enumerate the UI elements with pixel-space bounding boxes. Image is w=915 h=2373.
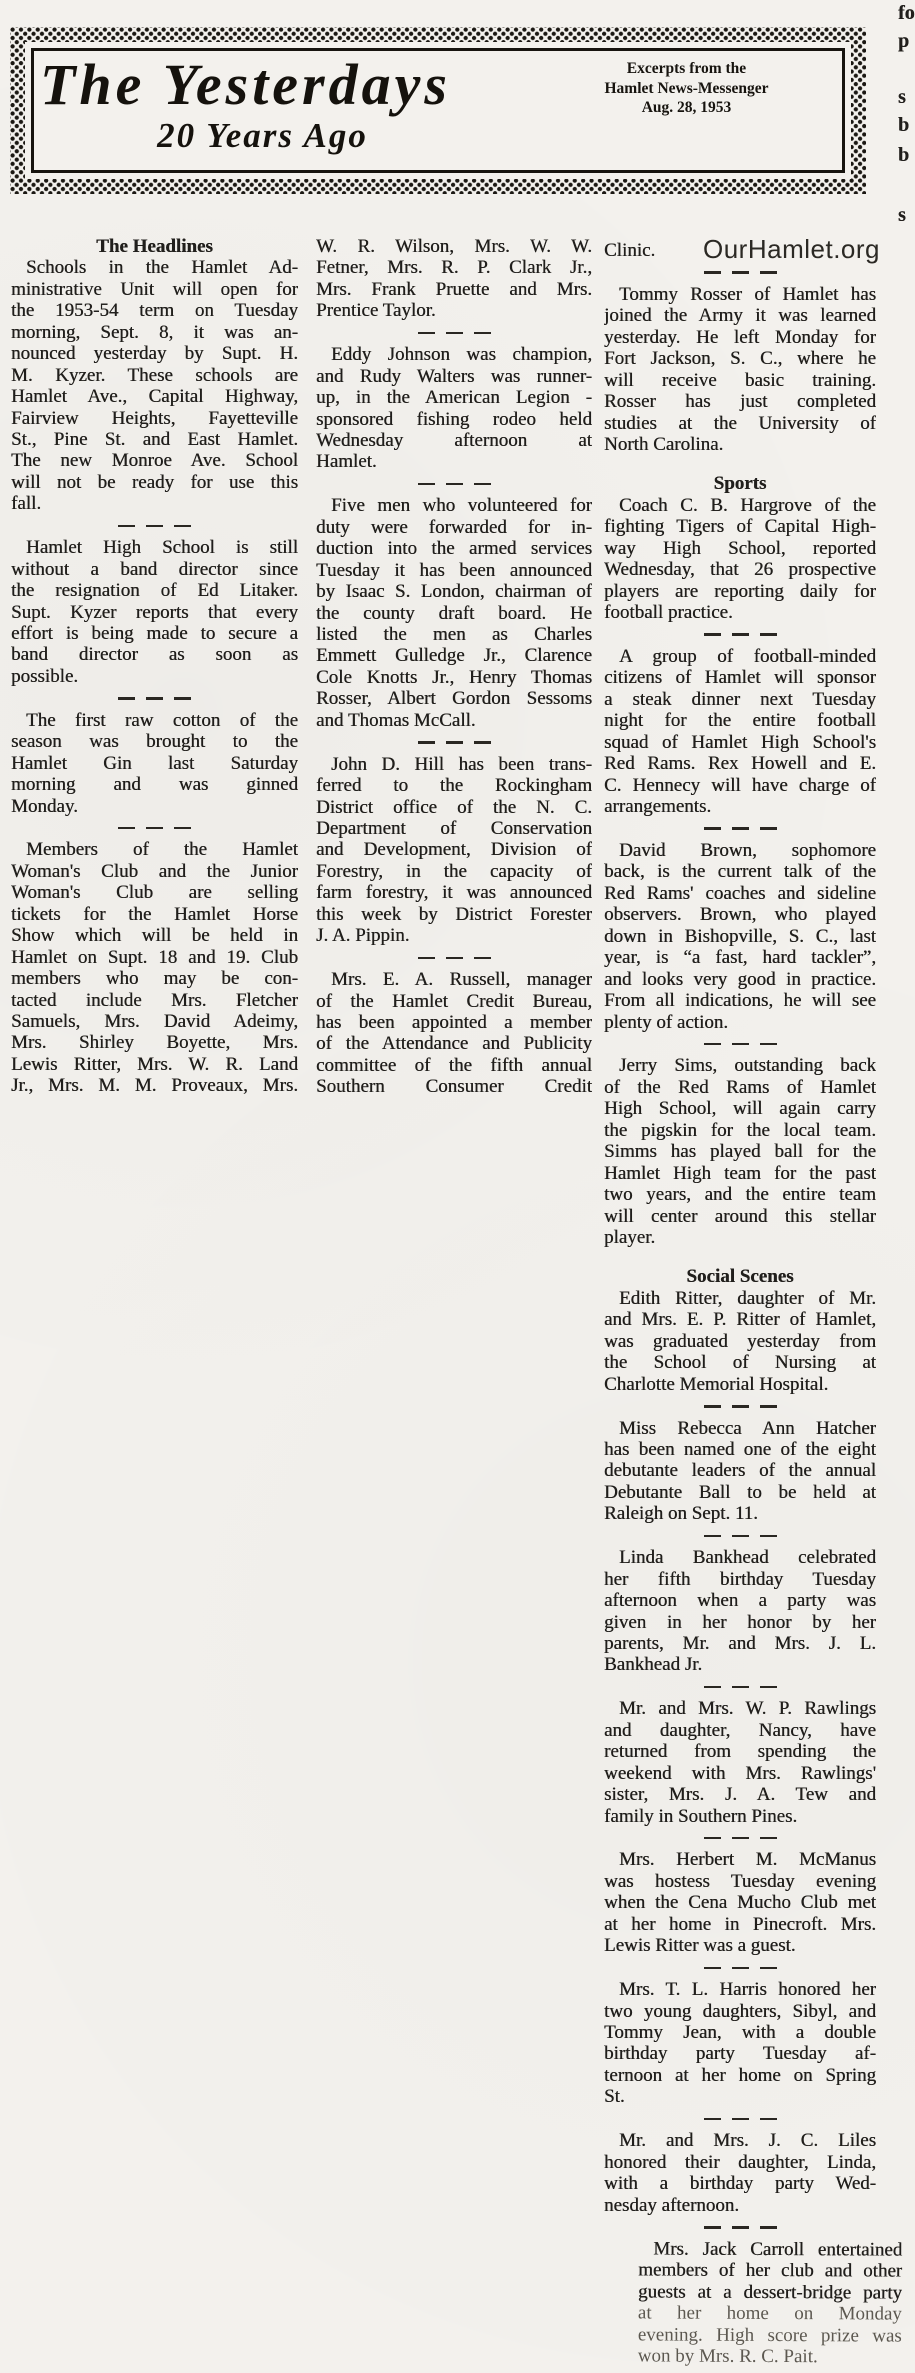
text-line: sister, Mrs. J. A. Tew and [604,1784,876,1806]
item-divider [316,731,592,754]
item-divider [604,261,876,284]
section-heading: The Headlines [96,236,213,257]
text-line: will not be ready for use this [11,471,298,493]
text-line: and Mrs. E. P. Ritter of Hamlet, [604,1309,876,1331]
divider-dash [146,697,163,700]
text-line: at her home on Monday [637,2302,902,2325]
text-line: fighting Tigers of Capital High- [604,516,876,538]
text-line: Woman's Club are selling [11,882,298,904]
text-line: has been named one of the eight [604,1438,876,1460]
text-line: family in Southern Pines. [604,1805,798,1827]
divider-dash [760,1837,777,1840]
news-item-paragraph [316,754,592,947]
cut-off-text-fragment: b [898,114,910,136]
cut-off-text-fragment: b [898,144,910,166]
item-divider [604,1033,876,1056]
cut-off-text-fragment: s [898,204,906,226]
text-line: Show which will be held in [11,925,298,947]
text-line: Hamlet High School is still [26,537,298,559]
text-line: Lewis Ritter, Mrs. W. R. Land [11,1053,298,1075]
text-line: John D. Hill has been trans- [331,753,592,775]
text-line: sponsored fishing rodeo held [316,408,592,430]
text-line: Southern Consumer Credit [316,1076,592,1098]
divider-dash [174,827,191,830]
text-line: and Rudy Walters was runner- [316,365,592,387]
text-line: Members of the Hamlet [26,839,298,861]
news-item-paragraph [11,257,298,514]
text-line: ternoon at her home on Spring [604,2064,876,2086]
text-line: Linda Bankhead celebrated [619,1547,876,1569]
divider-dash [474,741,491,744]
text-line: The first raw cotton of the [26,709,298,731]
divider-dash [474,483,491,486]
text-line: Lewis Ritter was a guest. [604,1935,796,1957]
divider-dash [732,271,749,274]
news-item-paragraph [604,1979,876,2108]
text-line: members of her club and other [638,2259,903,2282]
divider-dash [704,271,721,274]
text-line: Schools in the Hamlet Ad- [26,257,298,279]
text-line: Mrs. E. A. Russell, manager [331,969,592,991]
text-line: two young daughters, Sibyl, and [604,2000,876,2022]
divider-dash [146,525,163,528]
text-line: Woman's Club and the Junior [11,860,298,882]
divider-dash [760,2226,777,2229]
text-line: debutante leaders of the annual [604,1460,876,1482]
source-note-line: Aug. 28, 1953 [641,99,732,116]
text-line: Coach C. B. Hargrove of the [619,494,876,516]
text-line: C. Hennecy will have charge of [604,774,876,796]
item-divider [604,1525,876,1548]
text-line: was hostess Tuesday evening [604,1870,876,1892]
divider-dash [118,525,135,528]
text-line: Eddy Johnson was champion, [331,344,592,366]
text-line: afternoon when a party was [604,1590,876,1612]
text-line: up, in the American Legion - [316,387,592,409]
text-line: Emmett Gulledge Jr., Clarence [316,645,592,667]
text-line: Forestry, in the capacity of [316,860,592,882]
news-item-paragraph [11,839,298,1096]
text-line: St., Pine St. and East Hamlet. [11,428,298,450]
item-divider [604,2108,876,2131]
section-heading: Sports [713,473,767,495]
news-item-paragraph [604,1055,876,1248]
text-line: player. [604,1226,656,1248]
item-divider [604,2216,876,2239]
news-item-paragraph [604,646,876,818]
news-item-paragraph [604,1698,876,1827]
news-item-paragraph [604,840,876,1033]
text-line: arrangements. [604,796,712,818]
text-line: evening. High score prize was [637,2323,902,2346]
text-line: was graduated yesterday from [604,1330,876,1352]
divider-dash [760,271,777,274]
text-line: Jerry Sims, outstanding back [619,1055,876,1077]
news-item-paragraph [604,1288,876,1395]
text-line: weekend with Mrs. Rawlings' [604,1762,876,1784]
text-line: night for the entire football [604,710,876,732]
text-line: returned from spending the [604,1741,876,1763]
text-line: St. [604,2086,625,2108]
text-line: this week by District Forester [316,903,592,925]
divider-dash [704,2226,721,2229]
divider-dash [760,1405,777,1408]
text-line: joined the Army it was learned [604,305,876,327]
text-line: observers. Brown, who played [604,904,876,926]
text-line: way High School, reported [604,537,876,559]
text-line: by Isaac S. London, chairman of [316,581,592,603]
text-line: Rosser has just completed [604,391,876,413]
text-line: listed the men as Charles [316,624,592,645]
divider-dash [760,1686,777,1689]
text-line: morning, Sept. 8, it was an- [11,321,298,343]
text-line: will center around this stellar [604,1205,876,1227]
text-line: the School of Nursing at [604,1352,876,1374]
text-line: citizens of Hamlet will sponsor [604,667,876,689]
column-subtitle: 20 Years Ago [157,116,368,155]
text-line: Monday. [11,795,78,817]
article-column-1 [11,236,298,1097]
article-column-2 [316,236,592,1098]
text-line: Wednesday afternoon at [316,430,592,451]
text-line: honored their daughter, Linda, [604,2151,876,2173]
divider-dash [732,633,749,636]
divider-dash [704,1967,721,1970]
masthead-inner-gap [25,42,851,179]
text-line: Mrs. Shirley Boyette, Mrs. [11,1032,298,1054]
item-divider [316,947,592,970]
text-line: effort is being made to secure a [11,622,298,644]
text-line: Mrs. Herbert M. McManus [619,1849,876,1871]
text-line: the 1953-54 term on Tuesday [11,300,298,322]
divider-dash [118,697,135,700]
text-line: duty were forwarded for in- [316,516,592,538]
text-line: farm forestry, it was announced [316,882,592,904]
divider-dash [760,1043,777,1046]
text-line: birthday party Tuesday af- [604,2043,876,2065]
divider-dash [418,741,435,744]
source-note-line: Excerpts from the [626,60,747,77]
divider-dash [732,1686,749,1689]
divider-dash [704,1405,721,1408]
text-line: Simms has played ball for the [604,1141,876,1163]
text-line: Fairview Heights, Fayetteville [11,407,298,429]
text-line: nounced yesterday by Supt. H. [11,343,298,365]
text-line: Tommy Jean, with a double [604,2022,876,2043]
text-line: the resignation of Ed Litaker. [11,580,298,602]
item-divider [604,624,876,647]
divider-dash [704,2118,721,2121]
item-divider [604,1676,876,1699]
divider-dash [732,2226,749,2229]
text-line: of the Red Rams of Hamlet [604,1076,876,1098]
divider-dash [704,1043,721,1046]
text-line: her fifth birthday Tuesday [604,1568,876,1590]
divider-dash [732,1405,749,1408]
divider-dash [146,827,163,830]
text-line: Prentice Taylor. [316,300,436,322]
divider-dash [474,957,491,960]
divider-dash [418,957,435,960]
text-line: tickets for the Hamlet Horse [11,903,298,925]
news-item-paragraph [316,495,592,731]
text-line: Mrs. Frank Pruette and Mrs. [316,278,592,300]
text-line: down in Bishopville, S. C., last [604,925,876,947]
source-note [545,51,842,118]
text-line: morning and was ginned [11,774,298,796]
divider-dash [704,1686,721,1689]
watermark-ourhamlet: OurHamlet.org [703,234,880,264]
text-line: studies at the University of [604,412,876,434]
text-line: Mrs. Jack Carroll entertained [653,2237,903,2261]
divider-dash [704,827,721,830]
text-line: Edith Ritter, daughter of Mr. [619,1287,876,1309]
divider-dash [760,633,777,636]
text-line: Debutante Ball to be held at [604,1481,876,1503]
news-item-paragraph [316,969,592,1098]
text-line: tacted include Mrs. Fletcher [11,989,298,1011]
text-line: Department of Conservation [316,818,592,839]
text-line: Jr., Mrs. M. M. Proveaux, Mrs. [11,1075,298,1097]
text-line: M. Kyzer. These schools are [11,364,298,386]
news-item-paragraph [11,710,298,817]
text-line: Fort Jackson, S. C., where he [604,348,876,370]
item-divider [316,322,592,345]
news-item-paragraph [604,284,876,456]
item-divider [316,473,592,496]
text-line: without a band director since [11,558,298,580]
item-divider [11,687,298,710]
divider-dash [418,332,435,335]
text-line: guests at a dessert-bridge party [638,2280,903,2303]
text-line: Tommy Rosser of Hamlet has [619,283,876,305]
text-line: Supt. Kyzer reports that every [11,601,298,623]
item-divider [11,515,298,538]
divider-dash [732,2118,749,2121]
divider-dash [174,525,191,528]
item-divider [604,1827,876,1850]
divider-dash [760,1535,777,1538]
text-line: of the Hamlet Credit Bureau, [316,990,592,1012]
text-line: Bankhead Jr. [604,1654,703,1676]
text-line: North Carolina. [604,434,724,455]
text-line: and looks very good in practice. [604,968,876,990]
divider-dash [704,1535,721,1538]
text-line: Tuesday it has been announced [316,559,592,581]
cut-off-text-fragment: fo [898,2,915,24]
text-line: two years, and the entire team [604,1184,876,1206]
text-line: with a birthday party Wed- [604,2173,876,2195]
masthead-border-box [31,48,845,173]
text-line: ferred to the Rockingham [316,775,592,797]
text-line: fall. [11,493,42,515]
item-divider [11,817,298,840]
text-line: Miss Rebecca Ann Hatcher [619,1417,876,1439]
divider-dash [732,1967,749,1970]
source-note-line: Hamlet News-Messenger [604,79,769,97]
divider-dash [760,1967,777,1970]
text-line: possible. [11,665,79,687]
text-line: Raleigh on Sept. 11. [604,1503,758,1525]
masthead-box [10,27,866,194]
text-line: A group of football-minded [619,646,876,667]
divider-dash [732,1837,749,1840]
news-item-paragraph [604,1418,876,1525]
divider-dash [418,483,435,486]
divider-dash [760,2118,777,2121]
text-line: Samuels, Mrs. David Adeimy, [11,1010,298,1032]
text-line: ministrative Unit will open for [11,278,298,300]
divider-dash [118,827,135,830]
divider-dash [704,633,721,636]
text-line: High School, will again carry [604,1098,876,1120]
text-line: parents, Mr. and Mrs. J. L. [604,1632,876,1654]
text-line: Cole Knotts Jr., Henry Thomas [316,666,592,688]
text-line: W. R. Wilson, Mrs. W. W. [316,236,592,257]
text-line: Red Rams' coaches and sideline [604,882,876,904]
divider-dash [174,697,191,700]
news-item-paragraph [604,240,876,261]
text-line: year, is “a fast, hard tackler”, [604,947,876,969]
news-item-paragraph [604,1849,876,1956]
text-line: band director as soon as [11,644,298,666]
news-item-paragraph [316,344,592,473]
text-line: won by Mrs. R. C. Pait. [637,2345,818,2367]
divider-dash [446,741,463,744]
item-divider [604,1395,876,1418]
divider-dash [732,1535,749,1538]
article-column-3 [604,240,903,2367]
text-line: at her home in Pinecroft. Mrs. [604,1913,876,1935]
text-line: back, is the current talk of the [604,861,876,883]
text-line: has been appointed a member [316,1012,592,1033]
text-line: and Thomas McCall. [316,709,476,731]
divider-dash [732,1043,749,1046]
text-line: Hamlet on Supt. 18 and 19. Club [11,946,298,968]
divider-dash [446,957,463,960]
text-line: yesterday. He left Monday for [604,326,876,348]
divider-dash [474,332,491,335]
text-line: Red Rams. Rex Howell and E. [604,753,876,775]
text-line: when the Cena Mucho Club met [604,1892,876,1914]
text-line: and Development, Division of [316,839,592,861]
text-line: given in her honor by her [604,1611,876,1633]
news-item-paragraph [11,537,298,687]
text-line: From all indications, he will see [604,990,876,1012]
text-line: Wednesday, that 26 prospective [604,559,876,581]
news-item-paragraph [638,2238,903,2368]
adjacent-column-fragments [895,0,915,430]
text-line: District office of the N. C. [316,796,592,818]
text-line: football practice. [604,602,733,624]
news-item-paragraph [604,495,876,624]
text-line: Five men who volunteered for [331,495,592,517]
text-line: season was brought to the [11,731,298,753]
item-divider [604,1957,876,1980]
text-line: Charlotte Memorial Hospital. [604,1373,829,1395]
text-line: squad of Hamlet High School's [604,731,876,753]
text-line: Hamlet High team for the past [604,1162,876,1184]
text-line: the pigskin for the local team. [604,1119,876,1141]
masthead-title-block [34,51,545,156]
news-item-paragraph [604,1547,876,1676]
text-line: the county draft board. He [316,602,592,624]
text-line: Rosser, Albert Gordon Sessoms [316,688,592,710]
divider-dash [446,483,463,486]
item-divider [604,818,876,841]
text-line: Fetner, Mrs. R. P. Clark Jr., [316,257,592,279]
text-line: duction into the armed services [316,538,592,560]
column-title: The Yesterdays [40,52,451,117]
text-line: Mr. and Mrs. W. P. Rawlings [619,1698,876,1720]
section-heading: Social Scenes [686,1266,794,1288]
text-line: plenty of action. [604,1011,728,1033]
text-line: J. A. Pippin. [316,925,410,947]
text-line: committee of the fifth annual [316,1054,592,1076]
news-item-paragraph [316,236,592,322]
text-line: players are reporting daily for [604,580,876,602]
text-line: The new Monroe Ave. School [11,450,298,472]
cut-off-text-fragment: p [898,30,910,52]
text-line: Mrs. T. L. Harris honored her [619,1979,876,2001]
text-line: members who may be con- [11,968,298,990]
text-line: David Brown, sophomore [619,840,876,861]
news-item-paragraph [604,2130,876,2216]
divider-dash [704,1837,721,1840]
text-line: of the Attendance and Publicity [316,1033,592,1055]
text-line: and daughter, Nancy, have [604,1719,876,1741]
text-line: Hamlet Gin last Saturday [11,752,298,774]
cut-off-text-fragment: s [898,86,906,108]
text-line: a steak dinner next Tuesday [604,688,876,710]
text-line: Hamlet. [316,451,377,473]
divider-dash [732,827,749,830]
text-line: nesday afternoon. [604,2194,740,2216]
text-line: Mr. and Mrs. J. C. Liles [619,2130,876,2152]
text-line: will receive basic training. [604,369,876,391]
text-line: Hamlet Ave., Capital Highway, [11,386,298,408]
divider-dash [446,332,463,335]
divider-dash [760,827,777,830]
text-line: Clinic. [604,240,656,261]
